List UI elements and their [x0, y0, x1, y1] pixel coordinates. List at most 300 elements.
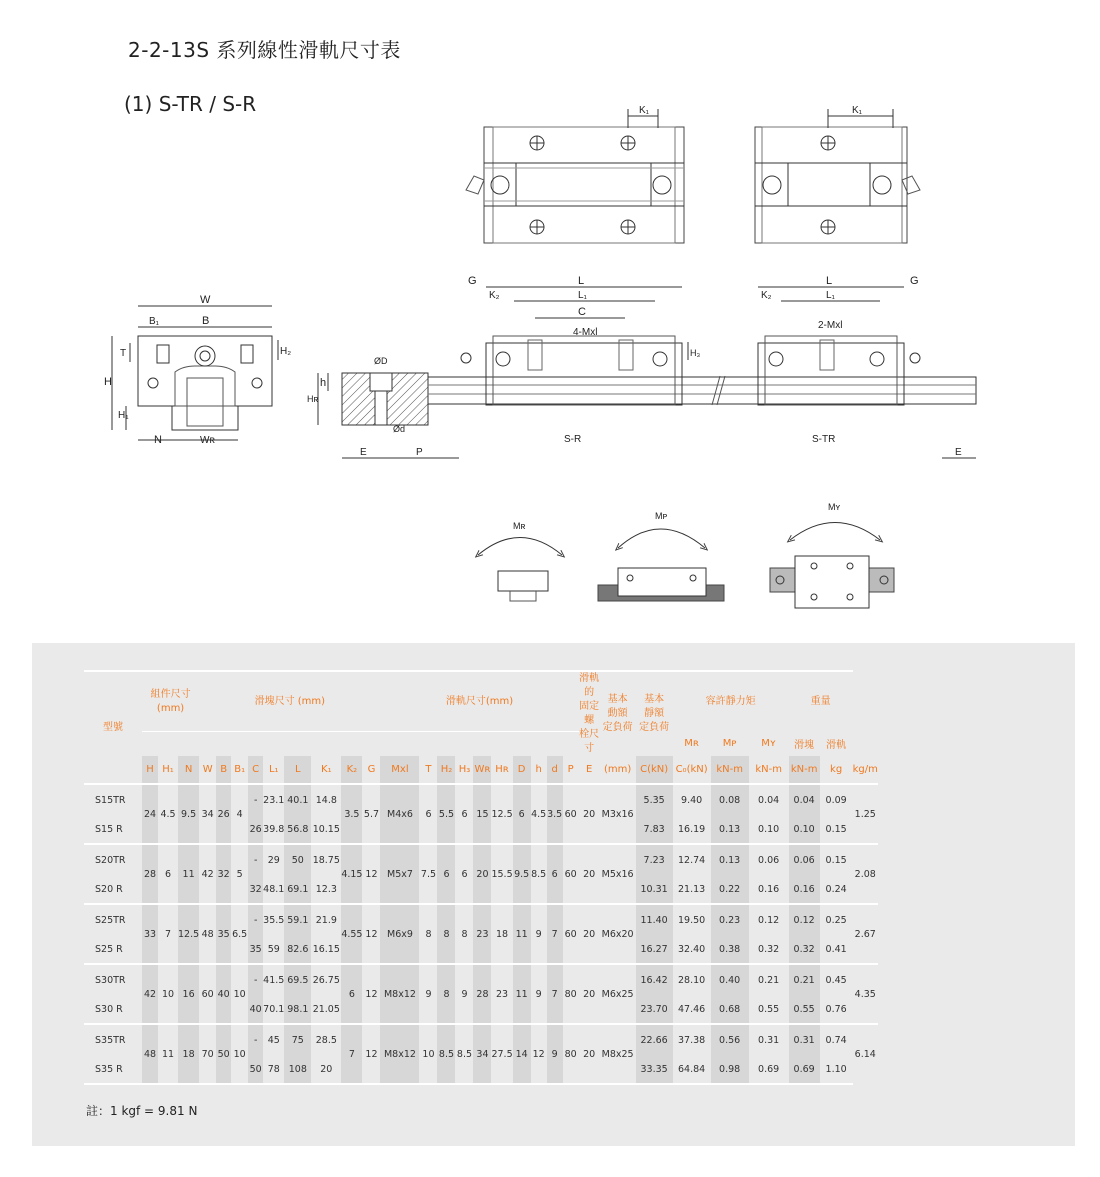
symbol-header: G [367, 764, 376, 775]
cell-L: 50 [284, 844, 311, 876]
cell-stat: 21.13 [678, 884, 706, 895]
header-bolt: 滑軌的 固定螺 栓尺寸 [579, 673, 600, 754]
cell-G: 12 [362, 904, 380, 964]
cell-W: 60 [199, 964, 216, 1024]
symbol-header: W [202, 764, 213, 775]
cell-MP: 0.69 [758, 1064, 780, 1075]
cell-C: 50 [248, 1056, 263, 1084]
cell-WR: 34 [473, 1024, 491, 1084]
cell-HR: 15.5 [491, 844, 512, 904]
header-my: Mʏ [761, 738, 776, 750]
cell-dyn: 7.83 [636, 816, 673, 844]
cell-G: 12 [362, 844, 380, 904]
svg-text:H₃: H₃ [690, 348, 701, 358]
cell-dyn: 33.35 [636, 1056, 673, 1084]
cell-rail-kg: 2.67 [853, 904, 878, 964]
symbol-header: Wʀ [473, 756, 491, 784]
cell-stat: 47.46 [678, 1004, 706, 1015]
cell-D: 6 [513, 784, 531, 844]
cell-H2: 6 [437, 844, 455, 904]
symbol-header: K₁ [321, 764, 332, 775]
symbol-header: Hʀ [495, 764, 509, 775]
svg-text:L₁: L₁ [578, 290, 587, 301]
cell-MR: 0.23 [711, 904, 749, 936]
symbol-header: N [178, 756, 199, 784]
header-rail: 滑軌尺寸(mm) [380, 671, 578, 732]
cell-dyn: 16.42 [636, 964, 673, 996]
cell-D: 9.5 [513, 844, 531, 904]
cell-L: 98.1 [284, 996, 311, 1024]
svg-text:S-R: S-R [564, 434, 582, 445]
symbol-header: C [248, 756, 263, 784]
model-cell: S20 R [95, 884, 123, 895]
cell-bolt: M8x25 [600, 1024, 636, 1084]
cell-H: 42 [142, 964, 158, 1024]
cell-H2: 8 [437, 964, 455, 1024]
model-cell: S30 R [95, 1004, 123, 1015]
cell-Mxl: M8x12 [380, 1024, 419, 1084]
svg-text:G: G [910, 275, 919, 287]
cell-rail-kg: 6.14 [853, 1024, 878, 1084]
svg-text:2-Mxl: 2-Mxl [818, 320, 843, 331]
header-mp: Mᴘ [722, 738, 737, 750]
cell-MP: 0.06 [749, 844, 789, 876]
header-assembly: 組件尺寸 (mm) [142, 671, 199, 732]
cell-MY: 0.69 [789, 1056, 820, 1084]
cell-E: 20 [579, 904, 600, 964]
header-dyn: 基本 動額 定負荷 [600, 671, 636, 756]
cell-H1: 6 [158, 844, 178, 904]
svg-text:H: H [104, 376, 112, 388]
header-block-weight: 滑塊 [794, 740, 815, 752]
cell-H: 48 [142, 1024, 158, 1084]
cell-h: 8.5 [531, 844, 547, 904]
cell-T: 9 [419, 964, 437, 1024]
cell-C: - [248, 904, 263, 936]
cell-B: 50 [216, 1024, 231, 1084]
cell-stat: 64.84 [678, 1064, 706, 1075]
cell-K1: 18.75 [311, 844, 341, 876]
cell-K1: 28.5 [311, 1024, 341, 1056]
svg-text:E: E [360, 447, 367, 458]
cell-H2: 8 [437, 904, 455, 964]
cell-kg: 1.10 [825, 1064, 847, 1075]
cell-H2: 5.5 [437, 784, 455, 844]
cell-stat: 37.38 [673, 1024, 711, 1056]
cell-N: 11 [178, 844, 199, 904]
cell-K2: 6 [341, 964, 362, 1024]
cell-Mxl: M8x12 [380, 964, 419, 1024]
header-rail-weight: 滑軌 [826, 740, 847, 752]
cell-bolt: M5x16 [600, 844, 636, 904]
page-title: 2-2-13S 系列線性滑軌尺寸表 [128, 38, 401, 62]
cell-P: 60 [563, 844, 579, 904]
cell-kg: 0.15 [825, 824, 847, 835]
cell-MY: 0.06 [789, 844, 820, 876]
cell-C: - [248, 1024, 263, 1056]
symbol-header: kg/m [852, 764, 878, 775]
cell-MR: 0.13 [711, 816, 749, 844]
table-row [84, 1024, 878, 1056]
cell-B1: 10 [231, 1024, 248, 1084]
moment-icons [478, 502, 894, 608]
symbol-header: kg [830, 764, 843, 775]
cell-W: 48 [199, 904, 216, 964]
cell-E: 20 [579, 844, 600, 904]
cell-P: 60 [563, 904, 579, 964]
model-cell: S15TR [84, 784, 142, 816]
cell-T: 6 [419, 784, 437, 844]
cell-bolt: M6x20 [600, 904, 636, 964]
cell-W: 34 [199, 784, 216, 844]
svg-text:K₁: K₁ [852, 105, 863, 116]
cell-L: 108 [284, 1056, 311, 1084]
cell-H: 24 [142, 784, 158, 844]
cell-h: 12 [531, 1024, 547, 1084]
front-view [104, 294, 291, 446]
cell-P: 60 [563, 784, 579, 844]
top-view-str [755, 105, 920, 243]
symbol-header: d [547, 756, 563, 784]
cell-d: 3.5 [547, 784, 563, 844]
cell-MP: 0.55 [758, 1004, 780, 1015]
cell-L: 75 [284, 1024, 311, 1056]
cell-WR: 20 [473, 844, 491, 904]
cell-Mxl: M5x7 [380, 844, 419, 904]
table-row [84, 784, 878, 816]
svg-text:H₁: H₁ [118, 410, 129, 421]
cell-MR: 0.08 [711, 784, 749, 816]
svg-text:N: N [154, 434, 162, 446]
svg-text:ØD: ØD [374, 356, 388, 366]
cell-N: 12.5 [178, 904, 199, 964]
cell-L1: 70.1 [263, 1004, 285, 1015]
symbol-header: P [567, 764, 574, 775]
cell-K1: 20 [320, 1064, 333, 1075]
svg-text:E: E [955, 447, 962, 458]
cell-H3: 8.5 [455, 1024, 473, 1084]
cell-B: 40 [216, 964, 231, 1024]
cell-WR: 28 [473, 964, 491, 1024]
model-cell: S25TR [84, 904, 142, 936]
cell-K1: 26.75 [311, 964, 341, 996]
cell-H: 33 [142, 904, 158, 964]
cell-kg: 0.25 [820, 904, 853, 936]
table-row [84, 844, 878, 876]
cell-H1: 4.5 [158, 784, 178, 844]
cell-T: 7.5 [419, 844, 437, 904]
svg-text:L: L [578, 275, 585, 287]
header-mr: Mʀ [684, 738, 699, 750]
cell-d: 7 [547, 964, 563, 1024]
cell-K2: 4.15 [341, 844, 362, 904]
svg-text:Mʏ: Mʏ [828, 502, 841, 512]
cell-stat: 9.40 [673, 784, 711, 816]
symbol-header: E [585, 764, 593, 775]
cell-B: 32 [216, 844, 231, 904]
cell-H1: 11 [158, 1024, 178, 1084]
cell-MR: 0.38 [711, 936, 749, 964]
cell-E: 20 [579, 784, 600, 844]
svg-text:Mᴘ: Mᴘ [655, 511, 668, 521]
header-weight: 重量 [789, 671, 853, 732]
cell-MY: 0.32 [789, 936, 820, 964]
svg-text:C: C [578, 306, 586, 318]
cell-L1: 39.8 [263, 824, 285, 835]
cell-C: - [248, 844, 263, 876]
cell-MY: 0.21 [789, 964, 820, 996]
cell-WR: 23 [473, 904, 491, 964]
cell-B1: 10 [231, 964, 248, 1024]
symbol-header: H₂ [437, 756, 455, 784]
cell-H1: 7 [158, 904, 178, 964]
cell-B: 26 [216, 784, 231, 844]
cell-L1: 48.1 [263, 884, 285, 895]
cell-dyn: 10.31 [636, 876, 673, 904]
symbol-header: C₀(kN) [675, 764, 708, 775]
cell-dyn: 16.27 [636, 936, 673, 964]
cell-P: 80 [563, 1024, 579, 1084]
cell-HR: 18 [491, 904, 512, 964]
cell-N: 9.5 [178, 784, 199, 844]
cell-kg: 0.24 [825, 884, 847, 895]
symbol-header: kN-m [789, 756, 820, 784]
cell-stat: 19.50 [673, 904, 711, 936]
cell-L: 40.1 [284, 784, 311, 816]
symbol-header: L [284, 756, 311, 784]
cell-stat: 32.40 [678, 944, 706, 955]
cell-L: 56.8 [284, 816, 311, 844]
cell-dyn: 22.66 [636, 1024, 673, 1056]
cell-MP: 0.16 [758, 884, 780, 895]
cell-kg: 0.09 [820, 784, 853, 816]
cell-MR: 0.68 [711, 996, 749, 1024]
cell-MR: 0.56 [711, 1024, 749, 1056]
cell-K1: 21.05 [312, 1004, 340, 1015]
cell-MP: 0.32 [758, 944, 780, 955]
svg-text:B: B [202, 315, 210, 327]
cell-L1: 23.1 [263, 784, 284, 816]
cell-MR: 0.22 [711, 876, 749, 904]
cell-W: 42 [199, 844, 216, 904]
cell-L1: 29 [263, 844, 284, 876]
spec-table [84, 670, 878, 1086]
cell-rail-kg: 2.08 [853, 844, 878, 904]
cell-bolt: M3x16 [600, 784, 636, 844]
symbol-header: T [425, 764, 432, 775]
symbol-header: kN-m [755, 764, 782, 775]
symbol-header: (mm) [603, 764, 632, 775]
symbol-header: h [535, 764, 542, 775]
cell-dyn: 23.70 [636, 996, 673, 1024]
table-row [84, 964, 878, 996]
rail-section [307, 356, 459, 458]
cell-MR: 0.40 [711, 964, 749, 996]
cell-MY: 0.55 [789, 996, 820, 1024]
cell-D: 11 [513, 964, 531, 1024]
table-row [84, 904, 878, 936]
cell-E: 20 [579, 964, 600, 1024]
cell-MY: 0.16 [789, 876, 820, 904]
cell-stat: 12.74 [673, 844, 711, 876]
svg-text:Wʀ: Wʀ [200, 435, 215, 446]
cell-H2: 8.5 [437, 1024, 455, 1084]
cell-L: 69.1 [284, 876, 311, 904]
cell-MY: 0.12 [789, 904, 820, 936]
cell-MP: 0.21 [749, 964, 789, 996]
svg-text:K₁: K₁ [639, 105, 650, 116]
header-block: 滑塊尺寸 (mm) [199, 671, 380, 732]
cell-T: 8 [419, 904, 437, 964]
svg-text:P: P [416, 447, 423, 458]
cell-N: 16 [178, 964, 199, 1024]
svg-text:h: h [320, 377, 327, 389]
top-view-sr [466, 105, 684, 243]
svg-text:Ød: Ød [393, 424, 406, 434]
symbol-header: kN-m [711, 756, 749, 784]
cell-H1: 10 [158, 964, 178, 1024]
symbol-header: H₃ [458, 764, 471, 775]
cell-h: 9 [531, 964, 547, 1024]
cell-C: 35 [248, 936, 263, 964]
symbol-header: C(kN) [636, 756, 673, 784]
cell-L1: 59 [267, 944, 280, 955]
svg-text:W: W [200, 294, 211, 306]
side-view [428, 275, 976, 458]
model-cell: S35 R [95, 1064, 123, 1075]
svg-text:H₂: H₂ [280, 346, 292, 357]
svg-text:K₂: K₂ [489, 290, 500, 301]
cell-WR: 15 [473, 784, 491, 844]
cell-L1: 41.5 [263, 964, 284, 996]
cell-h: 4.5 [531, 784, 547, 844]
cell-rail-kg: 4.35 [853, 964, 878, 1024]
svg-text:B₁: B₁ [149, 316, 160, 327]
svg-text:T: T [120, 348, 127, 359]
cell-K1: 21.9 [311, 904, 341, 936]
cell-H3: 8 [455, 904, 473, 964]
cell-MY: 0.31 [789, 1024, 820, 1056]
cell-MR: 0.13 [711, 844, 749, 876]
cell-K1: 12.3 [315, 884, 337, 895]
symbol-header: H [142, 756, 158, 784]
cell-E: 20 [579, 1024, 600, 1084]
cell-N: 18 [178, 1024, 199, 1084]
cell-B: 35 [216, 904, 231, 964]
cell-HR: 27.5 [491, 1024, 512, 1084]
model-cell: S15 R [95, 824, 123, 835]
cell-K2: 3.5 [341, 784, 362, 844]
cell-H3: 6 [455, 844, 473, 904]
cell-MP: 0.04 [749, 784, 789, 816]
cell-L1: 78 [267, 1064, 280, 1075]
cell-L: 69.5 [284, 964, 311, 996]
cell-HR: 23 [491, 964, 512, 1024]
model-cell: S25 R [95, 944, 123, 955]
symbol-header: Mxl [380, 756, 419, 784]
model-cell: S30TR [84, 964, 142, 996]
cell-MY: 0.04 [789, 784, 820, 816]
cell-MP: 0.12 [749, 904, 789, 936]
cell-Mxl: M4x6 [380, 784, 419, 844]
model-cell: S20TR [84, 844, 142, 876]
cell-G: 12 [362, 964, 380, 1024]
model-cell: S35TR [84, 1024, 142, 1056]
cell-stat: 28.10 [673, 964, 711, 996]
svg-text:K₂: K₂ [761, 290, 772, 301]
header-moment: 容許靜力矩 [673, 671, 789, 732]
symbol-header: B [216, 756, 231, 784]
cell-d: 6 [547, 844, 563, 904]
cell-MR: 0.98 [711, 1056, 749, 1084]
cell-C: - [248, 964, 263, 996]
svg-text:G: G [468, 275, 477, 287]
cell-kg: 0.45 [820, 964, 853, 996]
cell-dyn: 5.35 [636, 784, 673, 816]
cell-d: 9 [547, 1024, 563, 1084]
cell-H3: 9 [455, 964, 473, 1024]
header-stat: 基本 靜額 定負荷 [636, 671, 673, 756]
cell-D: 14 [513, 1024, 531, 1084]
cell-HR: 12.5 [491, 784, 512, 844]
cell-kg: 0.74 [820, 1024, 853, 1056]
cell-kg: 0.15 [820, 844, 853, 876]
cell-L: 59.1 [284, 904, 311, 936]
cell-C: 40 [248, 996, 263, 1024]
cell-stat: 16.19 [678, 824, 706, 835]
cell-rail-kg: 1.25 [853, 784, 878, 844]
cell-dyn: 11.40 [636, 904, 673, 936]
cell-C: 32 [248, 876, 263, 904]
cell-MP: 0.10 [758, 824, 780, 835]
symbol-header: K₂ [341, 756, 362, 784]
svg-text:S-TR: S-TR [812, 434, 836, 445]
cell-MY: 0.10 [789, 816, 820, 844]
cell-bolt: M6x25 [600, 964, 636, 1024]
symbol-header: D [513, 756, 531, 784]
cell-MP: 0.31 [749, 1024, 789, 1056]
unit-note: 註：1 kgf = 9.81 N [86, 1104, 198, 1118]
cell-H3: 6 [455, 784, 473, 844]
cell-G: 12 [362, 1024, 380, 1084]
cell-K2: 4.55 [341, 904, 362, 964]
header-model: 型號 [84, 671, 142, 784]
cell-dyn: 7.23 [636, 844, 673, 876]
cell-T: 10 [419, 1024, 437, 1084]
symbol-header: B₁ [234, 764, 246, 775]
cell-K1: 16.15 [312, 944, 340, 955]
cell-L1: 45 [263, 1024, 284, 1056]
cell-B1: 4 [231, 784, 248, 844]
cell-D: 11 [513, 904, 531, 964]
cell-B1: 6.5 [231, 904, 248, 964]
cell-K1: 14.8 [311, 784, 341, 816]
cell-G: 5.7 [362, 784, 380, 844]
cell-d: 7 [547, 904, 563, 964]
cell-C: 26 [248, 816, 263, 844]
cell-kg: 0.76 [825, 1004, 847, 1015]
section-subtitle: (1) S-TR / S-R [124, 92, 257, 116]
cell-L: 82.6 [284, 936, 311, 964]
cell-Mxl: M6x9 [380, 904, 419, 964]
symbol-header: H₁ [162, 764, 174, 775]
symbol-header: L₁ [268, 764, 279, 775]
svg-text:4-Mxl: 4-Mxl [573, 327, 598, 338]
cell-h: 9 [531, 904, 547, 964]
cell-L1: 35.5 [263, 904, 284, 936]
cell-B1: 5 [231, 844, 248, 904]
svg-text:Mʀ: Mʀ [513, 521, 526, 531]
